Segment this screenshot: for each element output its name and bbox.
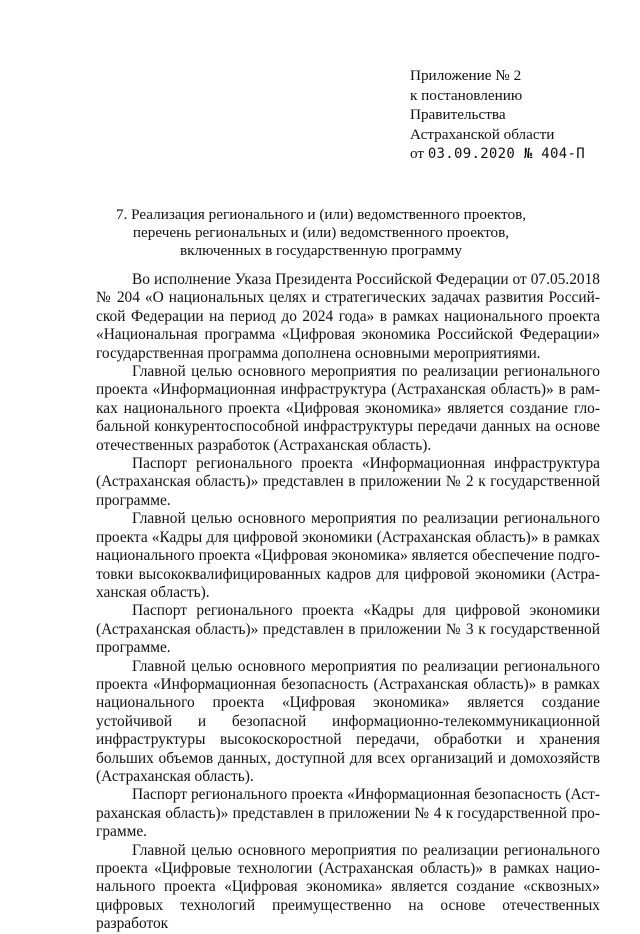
annex-date-line xyxy=(410,144,585,165)
document-body xyxy=(96,271,600,934)
section-heading: 7. Реализация регионального и (или) ведомственного проектов, перечень региональных и (или) ведомственного проектов, включенных в государственную программу xyxy=(115,206,527,259)
paragraph: Главной целью основного мероприятия по реализации регионального проекта «Информационная инфраструктура (Астраханская область)» в рамках национального проекта «Цифровая экономика» является создание глобальной конкурентоспособной инфраструктуры передачи данных на основе отечественных разработок (Астраханская область). xyxy=(96,363,600,454)
paragraph: Главной целью основного мероприятия по реализации регионального проекта «Информационная безопасность (Астраханская область)» в рамках национального проекта «Цифровая экономика» является создание устойчивой и безопасной информационно-телекоммуникационной инфраструктуры высокоскоростной передачи, обработки и хранения больших объемов данных, доступной для всех организаций и домохозяйств (Астраханская область). xyxy=(96,657,600,785)
paragraph: Паспорт регионального проекта «Информационная безопасность (Астраханская область)» представлен в приложении № 4 к государственной программе. xyxy=(96,786,600,841)
paragraph: Главной целью основного мероприятия по реализации регионального проекта «Цифровые технологии (Астраханская область)» в рамках национального проекта «Цифровая экономика» является создание «сквозных» цифровых технологий преимущественно на основе отечественных разработок xyxy=(96,841,600,933)
annex-title: Приложение № 2 xyxy=(410,67,522,84)
annex-line: Астраханской области xyxy=(410,125,555,143)
paragraph: Паспорт регионального проекта «Информационная инфраструктура (Астраханская область)» представлен в приложении № 2 к государственной программе. xyxy=(96,455,600,509)
annex-date-prefix: от xyxy=(410,145,425,162)
annex-date-stamp: 03.09.2020 № 404-П xyxy=(427,146,585,162)
annex-line: Правительства xyxy=(410,106,506,123)
paragraph: Паспорт регионального проекта «Кадры для цифровой экономики (Астраханская область)» представлен в приложении № 3 к государственной программе. xyxy=(96,602,600,657)
paragraph: Во исполнение Указа Президента Российской Федерации от 07.05.2018 № 204 «О национальных целях и стратегических задачах развития Российской Федерации на период до 2024 года» в рамках национального проекта «Национальная программа «Цифровая экономика Российской Федерации» государственная программа дополнена основными мероприятиями. xyxy=(96,271,600,362)
annex-header xyxy=(410,66,585,165)
paragraph: Главной целью основного мероприятия по реализации регионального проекта «Кадры для цифровой экономики (Астраханская область)» в рамках национального проекта «Цифровая экономика» является обеспечение подготовки высококвалифицированных кадров для цифровой экономики (Астраханская область). xyxy=(96,510,600,601)
annex-line: к постановлению xyxy=(410,86,523,104)
